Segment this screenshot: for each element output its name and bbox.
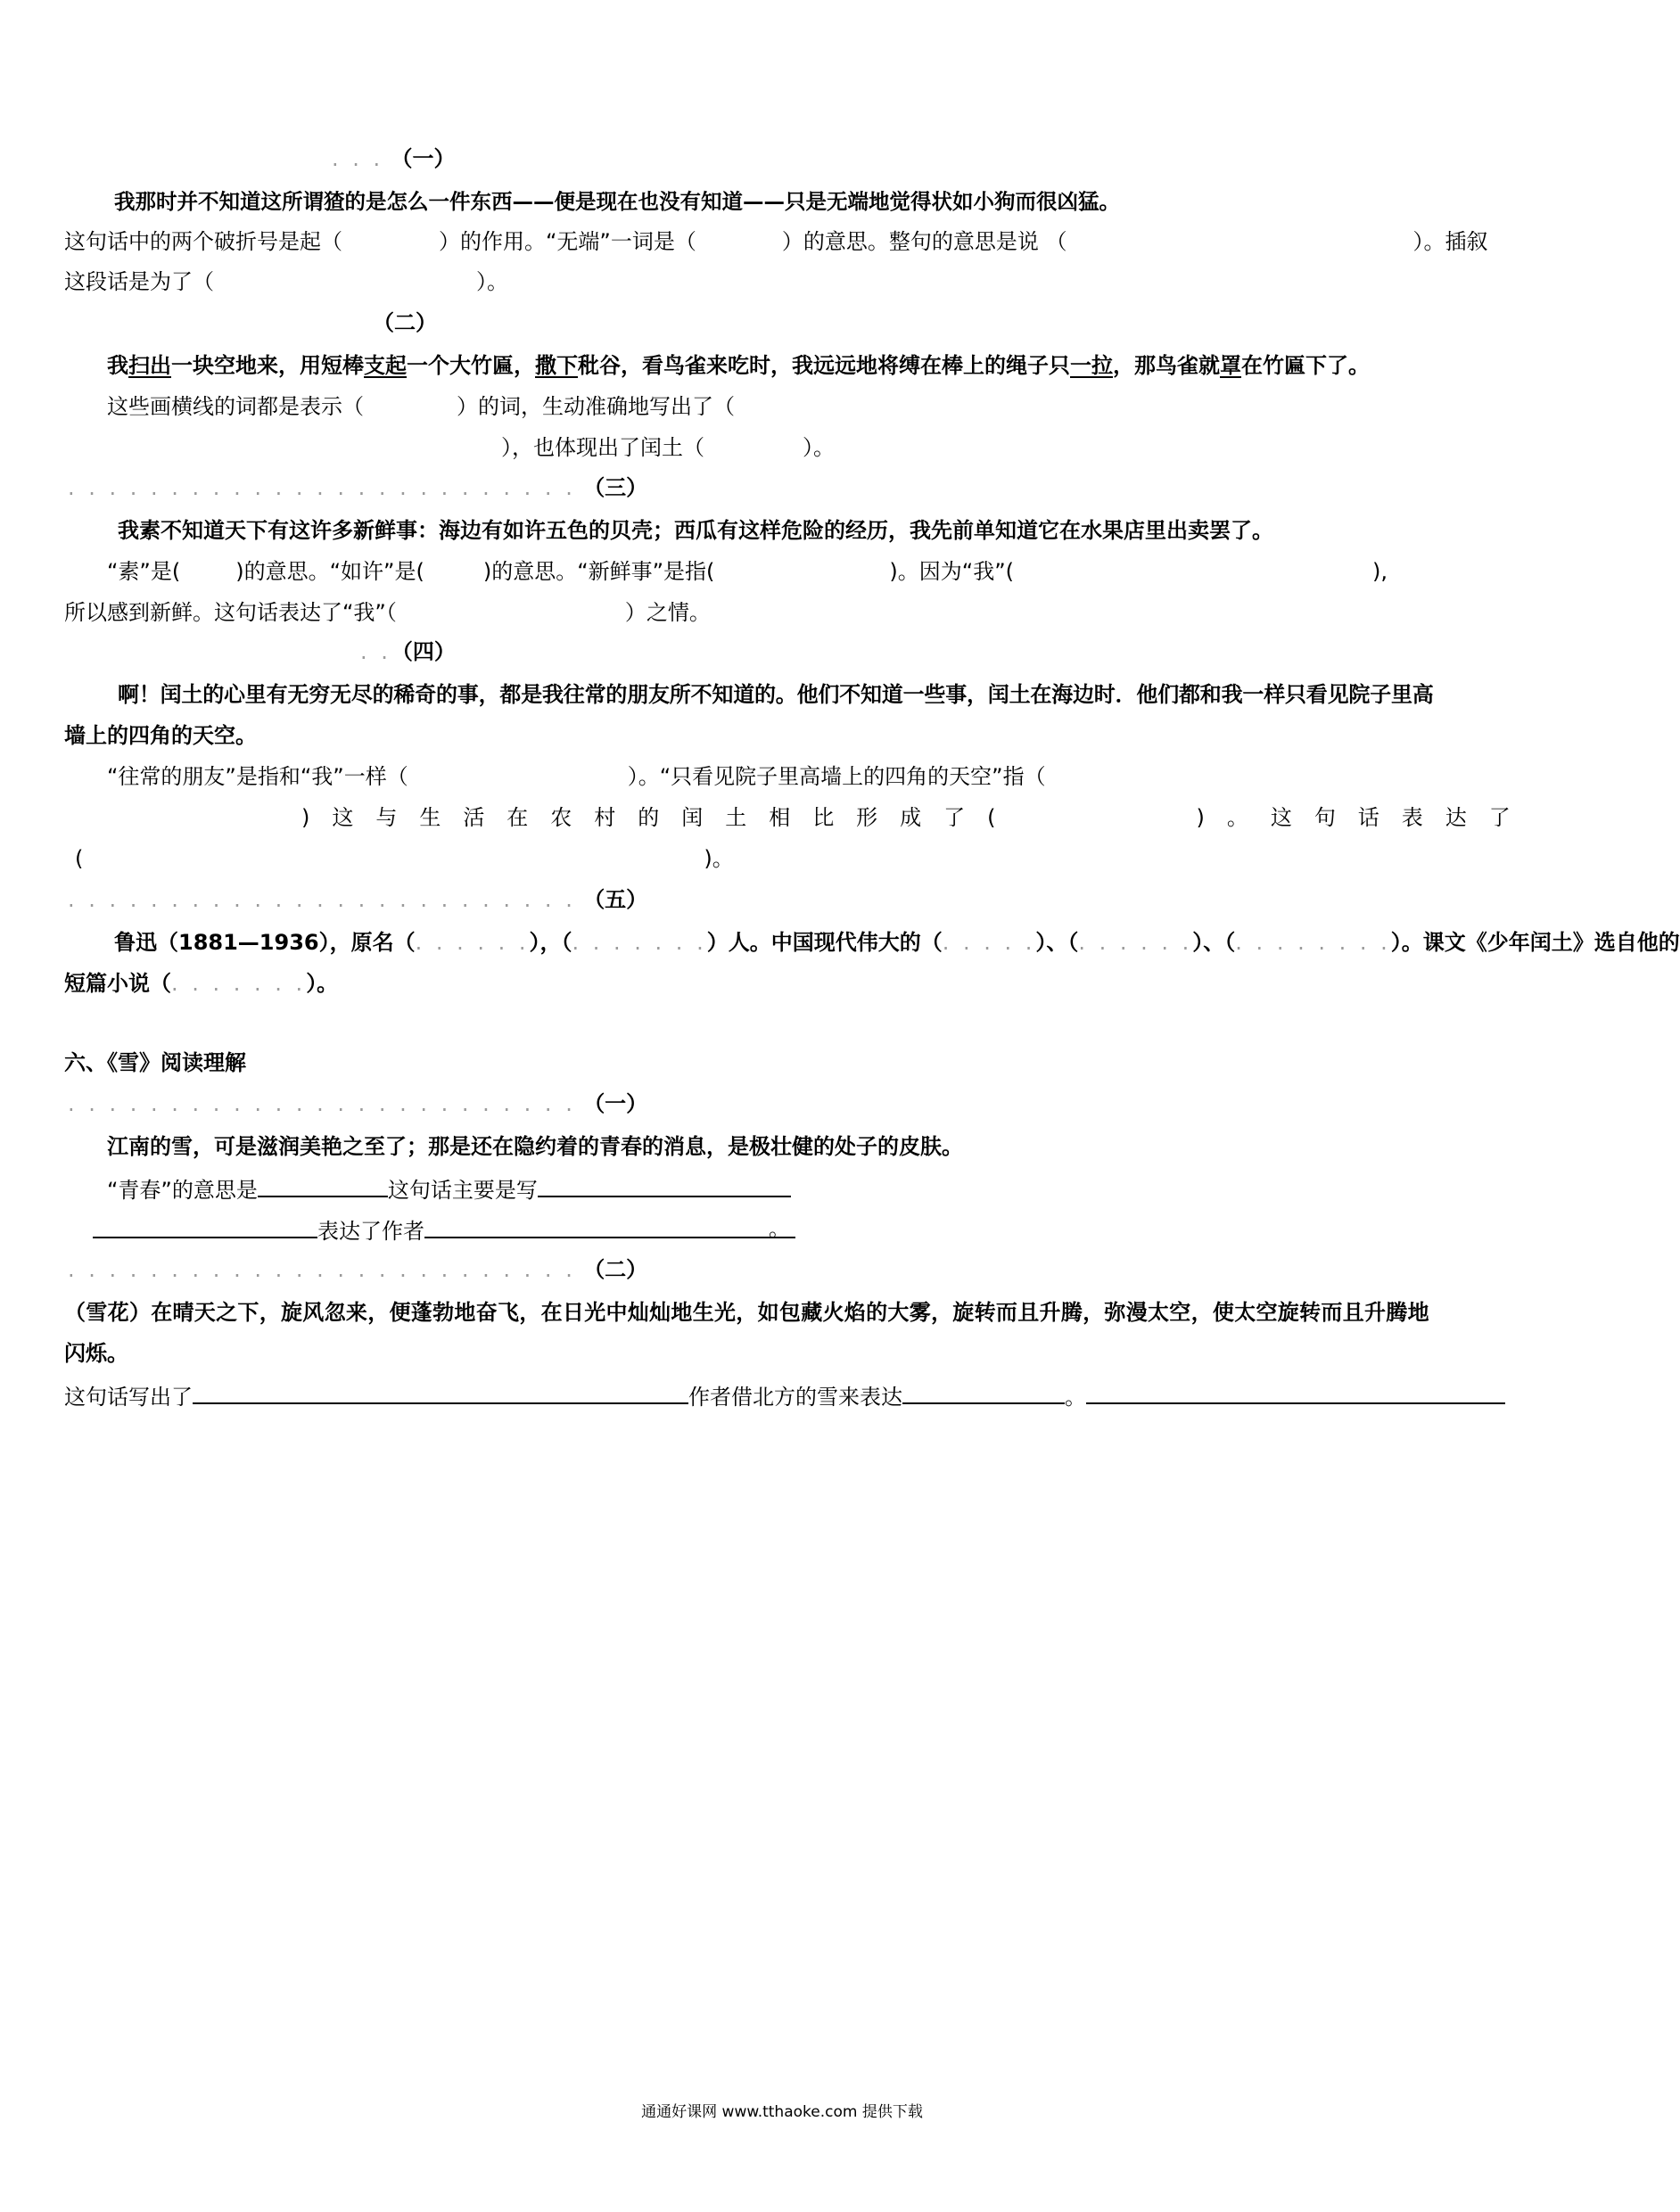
section-1-quote: 我那时并不知道这所谓猹的是怎么一件东西——便是现在也没有知道——只是无端地觉得状如小狗而很凶猛。 (114, 189, 1120, 214)
section-6-1-heading: . . . . . . . . . . . . . . . . . . . . . . . . . （一） (68, 1091, 648, 1116)
section-4-question-end: ( )。 (75, 846, 734, 871)
section-5-number: （五） (583, 887, 648, 912)
quote-text: 在竹匾下了。 (1241, 353, 1370, 378)
section-6-2-heading: . . . . . . . . . . . . . . . . . . . . . . . . . （二） (68, 1257, 648, 1282)
page-footer: 通通好课网 www.tthaoke.com 提供下载 (641, 2103, 923, 2121)
spread-char: 村 (594, 805, 616, 830)
quote-text: 我 (107, 353, 128, 378)
spread-char: 表 (1401, 805, 1423, 830)
section-6-1-quote: 江南的雪，可是滋润美艳之至了；那是还在隐约着的青春的消息，是极壮健的处子的皮肤。 (107, 1134, 963, 1159)
section-1-question: 这句话中的两个破折号是起（ ）的作用。“无端”一词是（ ）的意思。整句的意思是说 （ ）。插叙 (64, 229, 1488, 254)
underlined-verb: 撒下 (535, 353, 578, 378)
section-1-question-cont: 这段话是为了（ ）。 (64, 269, 508, 294)
section-4-quote-line1: 啊！闰土的心里有无穷无尽的稀奇的事，都是我往常的朋友所不知道的。他们不知道一些事，闰土在海边时．他们都和我一样只看见院子里高 (118, 682, 1434, 707)
spread-char: 。 (1226, 805, 1248, 830)
section-6-title: 六、《雪》阅读理解 (64, 1050, 246, 1075)
spread-char: ( (987, 805, 996, 830)
spread-char: 了 (1488, 805, 1511, 830)
spread-char: 句 (1314, 805, 1336, 830)
section-4-quote-line2: 墙上的四角的天空。 (64, 723, 257, 748)
underlined-verb: 扫出 (128, 353, 171, 378)
section-6-2-question: 这句话写出了 作者借北方的雪来表达 。 (64, 1381, 1511, 1410)
section-4-question: “往常的朋友”是指和“我”一样（ ）。“只看见院子里高墙上的四角的天空”指（ (107, 764, 1046, 789)
section-3-question: “素”是( )的意思。“如许”是( )的意思。“新鲜事”是指( )。因为“我”( ), (107, 559, 1388, 584)
underlined-verb: 一拉 (1070, 353, 1113, 378)
section-4-number: （四） (391, 639, 456, 664)
spread-char: 土 (725, 805, 747, 830)
spread-char: 这 (332, 805, 354, 830)
section-2-number: （二） (373, 310, 437, 335)
section-3-quote: 我素不知道天下有这许多新鲜事：海边有如许五色的贝壳；西瓜有这样危险的经历，我先前单知道它在水果店里出卖罢了。 (118, 518, 1273, 543)
spread-char: 了 (943, 805, 966, 830)
section-6-1-question-cont: 表达了作者 。 (93, 1215, 1511, 1245)
section-1-number: （一） (391, 146, 456, 171)
spread-char: 这 (1270, 805, 1292, 830)
section-2-question-cont: ），也体现出了闰土（ ）。 (501, 435, 835, 460)
section-5-question-cont: 短篇小说（. . . . . . .）。 (64, 971, 339, 996)
section-6-2-quote-line1: （雪花）在晴天之下，旋风忽来，便蓬勃地奋飞，在日光中灿灿地生光，如包藏火焰的大雾，旋转而且升腾，弥漫太空，使太空旋转而且升腾地 (64, 1300, 1429, 1325)
section-3-heading: . . . . . . . . . . . . . . . . . . . . . . . . . （三） (68, 475, 648, 500)
section-5-heading: . . . . . . . . . . . . . . . . . . . . . . . . . （五） (68, 887, 648, 912)
spread-char: 相 (769, 805, 791, 830)
spread-char: 比 (812, 805, 835, 830)
section-6-1-question: “青春”的意思是 这句话主要是写 (107, 1174, 1511, 1204)
spread-char: ) (1196, 805, 1205, 830)
section-6-2-number: （二） (583, 1257, 648, 1282)
quote-text: 秕谷，看鸟雀来吃时，我远远地将缚在棒上的绳子只 (578, 353, 1070, 378)
section-5-question: 鲁迅（1881—1936），原名（. . . . . .），（. . . . . . .）人。中国现代伟大的（. . . . .）、（. . . . . .）、（. . . . . . . .）。课文《少年闰土》选自他的 (114, 930, 1680, 955)
spread-char: 达 (1445, 805, 1467, 830)
spread-char: 生 (419, 805, 441, 830)
spread-char: 形 (856, 805, 878, 830)
section-2-question: 这些画横线的词都是表示（ ）的词，生动准确地写出了（ (107, 394, 735, 419)
section-6-2-quote-line2: 闪烁。 (64, 1341, 128, 1366)
underlined-verb: 支起 (364, 353, 407, 378)
section-4-question-cont (301, 804, 1511, 831)
quote-text: 一块空地来，用短棒 (171, 353, 364, 378)
spread-char: ) (301, 805, 310, 830)
quote-text: 一个大竹匾， (407, 353, 535, 378)
spread-char: 的 (638, 805, 660, 830)
spread-char: 农 (550, 805, 572, 830)
spread-char: 闰 (681, 805, 704, 830)
section-2-heading (373, 309, 1511, 336)
section-3-number: （三） (583, 475, 648, 500)
spread-char: 话 (1357, 805, 1379, 830)
spread-char: 与 (375, 805, 398, 830)
quote-text: ，那鸟雀就 (1113, 353, 1220, 378)
section-2-quote (107, 352, 1511, 379)
underlined-verb: 罩 (1220, 353, 1241, 378)
section-3-question-cont: 所以感到新鲜。这句话表达了“我”（ ）之情。 (64, 600, 711, 625)
spread-char: 成 (900, 805, 922, 830)
spread-char: 在 (506, 805, 529, 830)
spread-char: 活 (463, 805, 485, 830)
section-1-heading: . . . （一） (332, 146, 456, 171)
section-4-heading: . .（四） (360, 639, 456, 664)
section-6-1-number: （一） (583, 1091, 648, 1116)
